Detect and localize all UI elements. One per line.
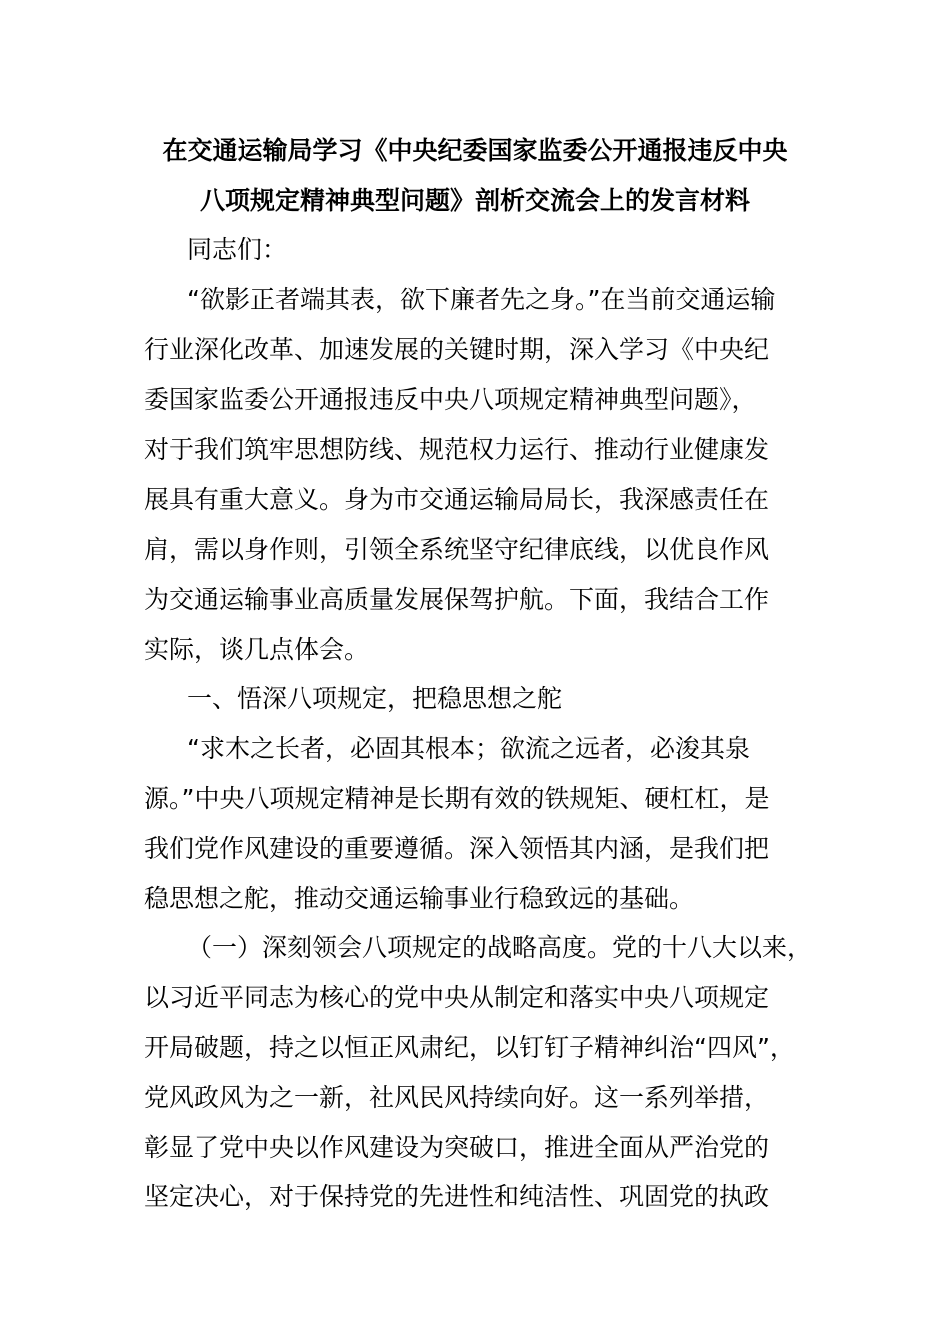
paragraph-line: 彰显了党中央以作风建设为突破口，推进全面从严治党的 xyxy=(144,1133,770,1162)
paragraph-line: “求木之长者，必固其根本；欲流之远者，必浚其泉 xyxy=(187,734,750,763)
paragraph-line: “欲影正者端其表，欲下廉者先之身。”在当前交通运输 xyxy=(187,285,776,314)
paragraph-line: 以习近平同志为核心的党中央从制定和落实中央八项规定 xyxy=(144,983,770,1012)
section-heading: 一、悟深八项规定，把稳思想之舵 xyxy=(187,684,563,713)
paragraph-line: 对于我们筑牢思想防线、规范权力运行、推动行业健康发 xyxy=(144,435,770,464)
document-title-line-2: 八项规定精神典型问题》剖析交流会上的发言材料 xyxy=(199,186,750,215)
paragraph-line: 肩，需以身作则，引领全系统坚守纪律底线，以优良作风 xyxy=(144,535,770,564)
subsection-heading: （一）深刻领会八项规定的战略高度。党的十八大以来， xyxy=(187,933,813,962)
paragraph-line: 坚定决心，对于保持党的先进性和纯洁性、巩固党的执政 xyxy=(144,1182,770,1211)
paragraph-line: 稳思想之舵，推动交通运输事业行稳致远的基础。 xyxy=(144,884,695,913)
paragraph-line: 为交通运输事业高质量发展保驾护航。下面，我结合工作 xyxy=(144,585,770,614)
paragraph-line: 党风政风为之一新，社风民风持续向好。这一系列举措， xyxy=(144,1083,770,1112)
document-title-line-1: 在交通运输局学习《中央纪委国家监委公开通报违反中央 xyxy=(162,136,788,165)
paragraph-line: 源。”中央八项规定精神是长期有效的铁规矩、硬杠杠，是 xyxy=(144,784,770,813)
paragraph-line: 行业深化改革、加速发展的关键时期，深入学习《中央纪 xyxy=(144,335,770,364)
paragraph-line: 我们党作风建设的重要遵循。深入领悟其内涵，是我们把 xyxy=(144,834,770,863)
paragraph-line: 委国家监委公开通报违反中央八项规定精神典型问题》， xyxy=(144,385,757,414)
salutation: 同志们： xyxy=(187,235,288,264)
paragraph-line: 开局破题，持之以恒正风肃纪，以钉钉子精神纠治“四风”， xyxy=(144,1033,795,1062)
paragraph-line: 展具有重大意义。身为市交通运输局局长，我深感责任在 xyxy=(144,485,770,514)
paragraph-line: 实际，谈几点体会。 xyxy=(144,635,370,664)
